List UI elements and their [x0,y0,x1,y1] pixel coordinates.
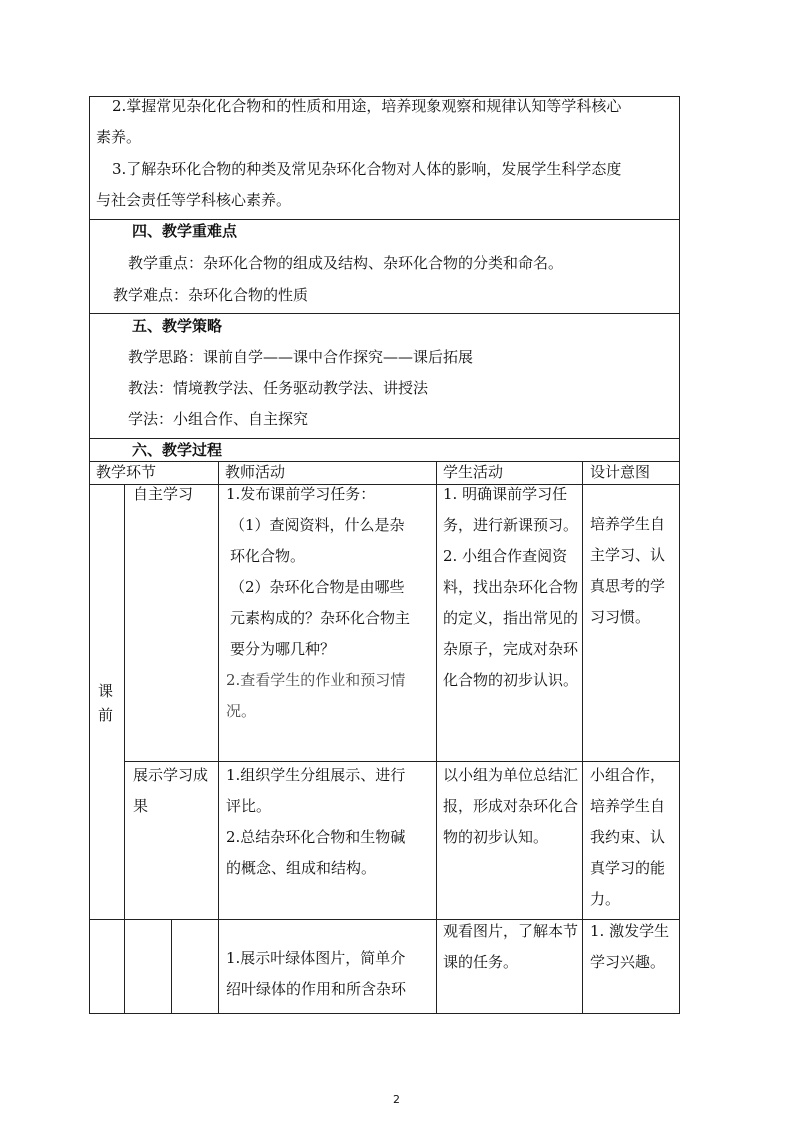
objective-item-3-cont: 与社会责任等学科核心素养。 [96,191,292,209]
student-activity-cell: 观看图片，了解本节课的任务。 [443,922,579,971]
step-name: 展示学习成果 [133,766,209,815]
teacher-activity-cell [226,479,414,727]
table-cell-text: 1. 明确课前学习任务，进行新课预习。 [443,485,579,534]
approach-text: 教学思路：课前自学——课中合作探究——课后拓展 [128,348,474,366]
column-header-step: 教学环节 [96,463,157,481]
design-intent-cell: 小组合作，培养学生自我约束、认真学习的能力。 [590,766,666,908]
design-intent-cell: 培养学生自主学习、认真思考的学习习惯。 [590,515,666,626]
objective-item-2: 2.掌握常见杂化化合物和的性质和用途，培养现象观察和规律认知等学科核心 [112,97,622,115]
teacher-activity-cell: 1.展示叶绿体图片，简单介绍叶绿体的作用和所含杂环 [226,949,407,998]
table-cell-text: 2.查看学生的作业和预习情况。 [226,671,406,720]
section-heading-key-difficult: 四、教学重难点 [132,222,238,240]
key-point-text: 教学重点：杂环化合物的组成及结构、杂环化合物的分类和命名。 [128,254,564,272]
step-name: 自主学习 [133,485,194,503]
teaching-method-text: 教法：情境教学法、任务驱动教学法、讲授法 [128,379,429,397]
student-activity-cell: 以小组为单位总结汇报，形成对杂环化合物的初步认知。 [443,766,579,846]
column-divider [582,461,583,1014]
objective-item-3: 3.了解杂环化合物的种类及常见杂环化合物对人体的影响，发展学生科学态度 [112,160,622,178]
table-cell-text: 2.总结杂环化合物和生物碱的概念、组成和结构。 [226,828,406,877]
teacher-activity-cell [226,760,416,884]
table-cell-text: （2）杂环化合物是由哪些元素构成的？杂环化合物主要分为哪几种？ [230,578,411,658]
column-header-student: 学生活动 [443,463,504,481]
page-number: 2 [393,1093,400,1106]
column-divider [124,484,125,1014]
section-heading-process: 六、教学过程 [132,441,223,459]
objective-item-2-cont: 素养。 [96,128,142,146]
table-cell-text: 2. 小组合作查阅资料，找出杂环化合物的定义，指出常见的杂原子，完成对杂环化合物的初步认识。 [443,547,579,689]
table-cell-text: 1.组织学生分组展示、进行评比。 [226,766,406,815]
difficulty-text: 教学难点：杂环化合物的性质 [113,286,309,304]
column-divider [171,919,172,1014]
table-cell-text: 1.发布课前学习任务： [226,485,376,503]
column-header-intent: 设计意图 [590,463,651,481]
student-activity-cell [443,479,578,696]
column-header-teacher: 教师活动 [225,463,286,481]
column-divider [436,461,437,1014]
column-divider [218,461,219,1014]
section-heading-strategy: 五、教学策略 [132,317,223,335]
stage-label: 课 [98,682,114,700]
design-intent-cell: 1. 激发学生学习兴趣。 [590,922,670,971]
stage-label: 前 [98,706,114,724]
table-cell-text: （1）查阅资料，什么是杂环化合物。 [230,516,405,565]
learning-method-text: 学法：小组合作、自主探究 [128,410,309,428]
